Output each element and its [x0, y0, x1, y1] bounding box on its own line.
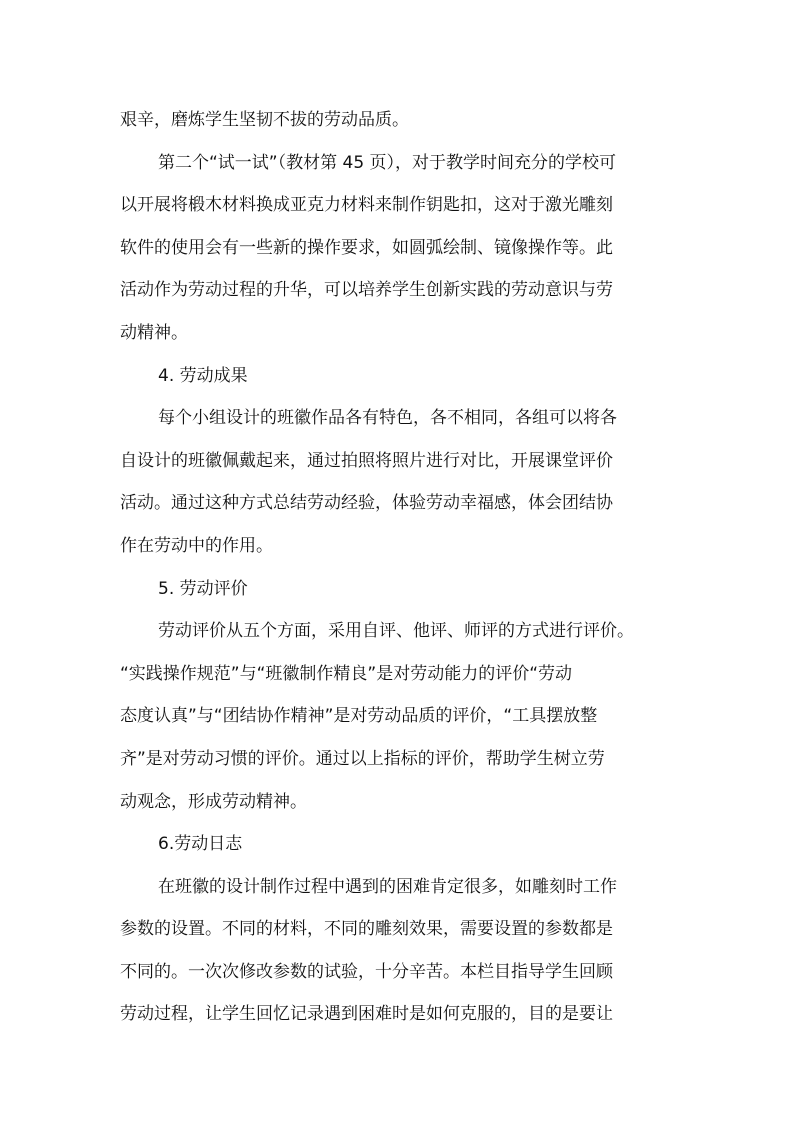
text-line: 劳动过程，让学生回忆记录遇到困难时是如何克服的，目的是要让	[120, 1004, 613, 1025]
section-heading-labor-results: 4. 劳动成果	[158, 365, 248, 386]
text-line: 艰辛，磨炼学生坚韧不拔的劳动品质。	[120, 110, 409, 130]
text-line: 参数的设置。不同的材料，不同的雕刻效果，需要设置的参数都是	[120, 919, 613, 940]
text-line: 活动。通过这种方式总结劳动经验，体验劳动幸福感，体会团结协	[120, 493, 613, 514]
text-line: 作在劳动中的作用。	[120, 535, 273, 556]
text-line: 齐”是对劳动习惯的评价。通过以上指标的评价，帮助学生树立劳	[120, 748, 605, 769]
document-body	[120, 99, 680, 1036]
section-heading-labor-diary: 6.劳动日志	[158, 834, 243, 855]
text-line: 以开展将椴木材料换成亚克力材料来制作钥匙扣，这对于激光雕刻	[120, 195, 613, 216]
paragraph-start-line: 第二个“试一试”（教材第 45 页），对于教学时间充分的学校可	[158, 152, 617, 173]
text-line: 软件的使用会有一些新的操作要求，如圆弧绘制、镜像操作等。此	[120, 237, 613, 258]
text-line: “实践操作规范”与“班徽制作精良”是对劳动能力的评价“劳动	[120, 663, 573, 684]
paragraph-start-line: 劳动评价从五个方面，采用自评、他评、师评的方式进行评价。	[158, 621, 634, 642]
text-line: 自设计的班徽佩戴起来，通过拍照将照片进行对比，开展课堂评价	[120, 450, 613, 471]
section-heading-labor-evaluation: 5. 劳动评价	[158, 578, 248, 599]
text-line: 动精神。	[120, 322, 188, 343]
paragraph-start-line: 每个小组设计的班徽作品各有特色，各不相同，各组可以将各	[158, 408, 617, 429]
text-line: 不同的。一次次修改参数的试验，十分辛苦。本栏目指导学生回顾	[120, 961, 613, 982]
text-line: 动观念，形成劳动精神。	[120, 791, 307, 812]
paragraph-start-line: 在班徽的设计制作过程中遇到的困难肯定很多，如雕刻时工作	[158, 876, 617, 897]
text-line: 活动作为劳动过程的升华，可以培养学生创新实践的劳动意识与劳	[120, 280, 613, 301]
text-line: 态度认真”与“团结协作精神”是对劳动品质的评价，“工具摆放整	[120, 706, 598, 727]
